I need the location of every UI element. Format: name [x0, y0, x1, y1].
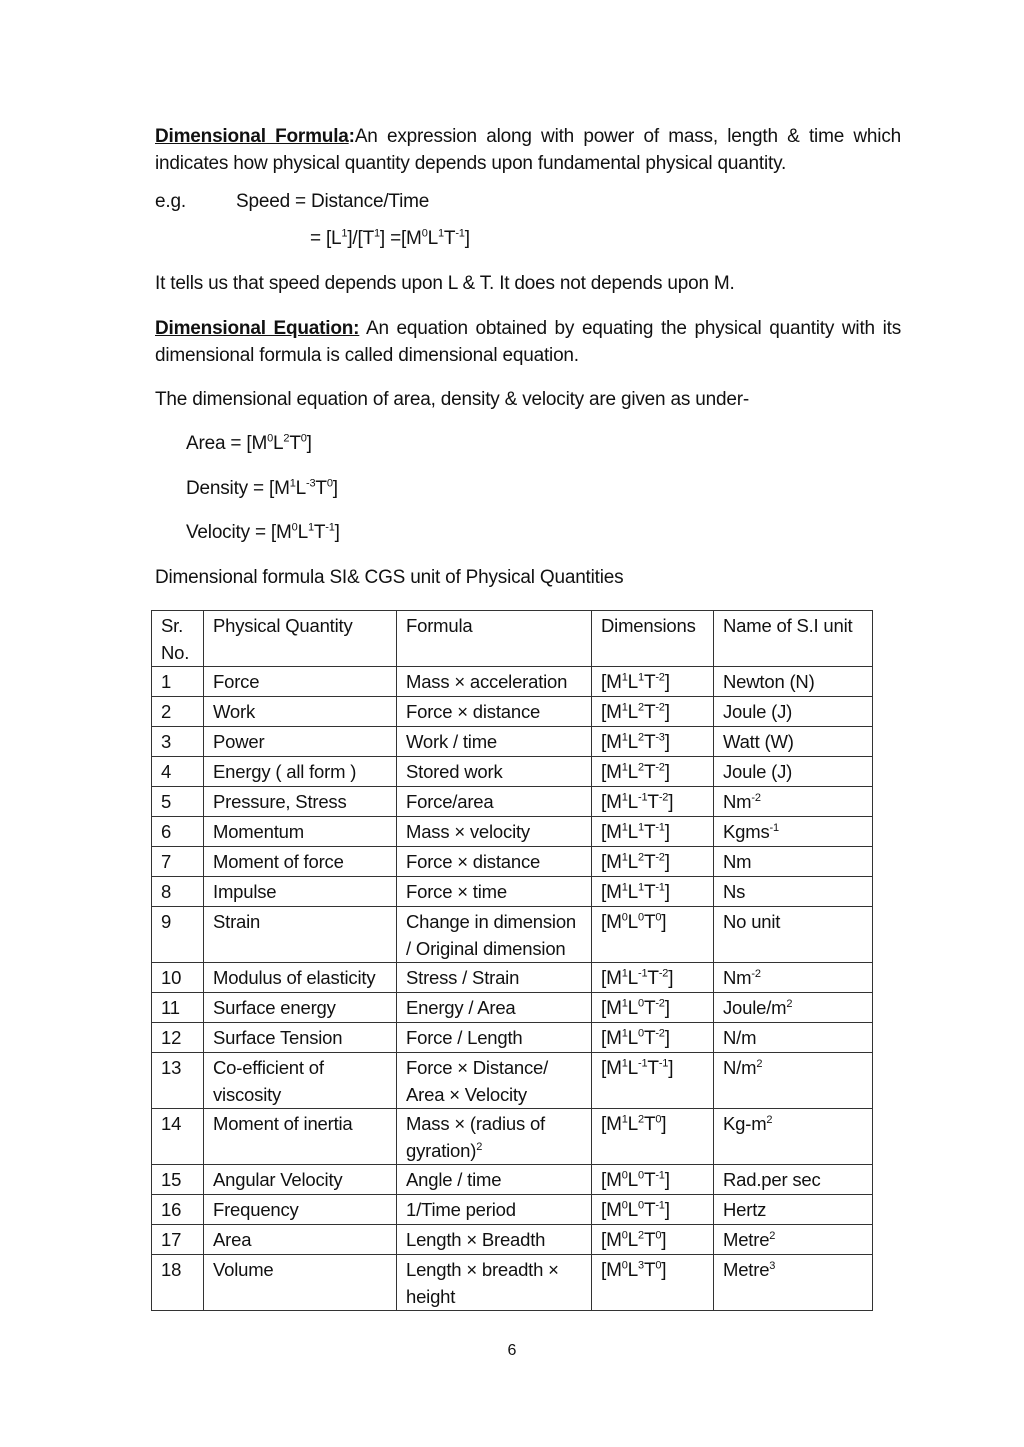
table-header-row [152, 611, 873, 667]
cell-physical-quantity: Frequency [204, 1195, 397, 1225]
cell-physical-quantity: Momentum [204, 817, 397, 847]
table-row [152, 757, 873, 787]
cell-dimensions: $[M^1L^{-1}T^{-1}]$ [592, 1053, 714, 1109]
cell-physical-quantity: Moment of force [204, 847, 397, 877]
cell-formula: Stress / Strain [397, 963, 592, 993]
physical-quantities-table [151, 610, 873, 1311]
cell-si-unit: $Kg-m^2$ [714, 1109, 873, 1165]
cell-formula: Force × distance [397, 697, 592, 727]
table-row [152, 907, 873, 963]
table-row [152, 1255, 873, 1311]
cell-formula: Length × Breadth [397, 1225, 592, 1255]
cell-si-unit: Joule (J) [714, 697, 873, 727]
cell-si-unit: $N/m^2$ [714, 1053, 873, 1109]
cell-formula: Length × breadth × height [397, 1255, 592, 1311]
table-row [152, 847, 873, 877]
cell-sr-no: 3 [152, 727, 204, 757]
cell-formula: Mass × (radius of gyration)$^2$ [397, 1109, 592, 1165]
dimensional-equation-definition: An equation obtained by equating the physical quantity with its dimensional formula is called dimensional equation. [155, 318, 902, 366]
example-line-2: = $[L^1]/[T^1] =[M^0L^1T^{-1}]$ [310, 227, 470, 249]
table-row [152, 1165, 873, 1195]
cell-formula: Force / Length [397, 1023, 592, 1053]
table-body [152, 611, 873, 1311]
cell-formula: Stored work [397, 757, 592, 787]
table-row [152, 1195, 873, 1225]
cell-physical-quantity: Co-efficient of viscosity [204, 1053, 397, 1109]
cell-sr-no: 2 [152, 697, 204, 727]
header-physical-quantity: Physical Quantity [204, 611, 397, 667]
cell-si-unit: Joule/$m^2$ [714, 993, 873, 1023]
cell-si-unit: $Nm^{-2}$ [714, 963, 873, 993]
cell-dimensions: $[M^1L^2T^0]$ [592, 1109, 714, 1165]
dimensional-formula-paragraph [155, 123, 901, 177]
cell-physical-quantity: Energy ( all form ) [204, 757, 397, 787]
cell-formula: Force × time [397, 877, 592, 907]
header-sr-no: Sr. No. [152, 611, 204, 667]
cell-dimensions: $[M^1L^{-1}T^{-2}]$ [592, 963, 714, 993]
cell-dimensions: $[M^1L^1T^{-1}]$ [592, 877, 714, 907]
cell-physical-quantity: Modulus of elasticity [204, 963, 397, 993]
cell-physical-quantity: Pressure, Stress [204, 787, 397, 817]
area-equation: Area = $[M^0L^2T^0]$ [186, 432, 312, 454]
speed-note: It tells us that speed depends upon L & T. It does not depends upon M. [155, 273, 735, 294]
example-line-1: Speed = Distance/Time [236, 191, 430, 212]
cell-physical-quantity: Power [204, 727, 397, 757]
cell-si-unit: Metre$^3$ [714, 1255, 873, 1311]
cell-dimensions: $[M^1L^2T^{-2}]$ [592, 757, 714, 787]
cell-dimensions: $[M^1L^2T^{-2}]$ [592, 697, 714, 727]
table-row [152, 1023, 873, 1053]
cell-si-unit: Newton (N) [714, 667, 873, 697]
cell-sr-no: 18 [152, 1255, 204, 1311]
cell-dimensions: $[M^0L^0T^{-1}]$ [592, 1165, 714, 1195]
cell-sr-no: 9 [152, 907, 204, 963]
cell-dimensions: $[M^0L^2T^0]$ [592, 1225, 714, 1255]
cell-physical-quantity: Volume [204, 1255, 397, 1311]
table-row [152, 1225, 873, 1255]
cell-sr-no: 14 [152, 1109, 204, 1165]
cell-dimensions: $[M^1L^{-1}T^{-2}]$ [592, 787, 714, 817]
cell-si-unit: Ns [714, 877, 873, 907]
dimensional-equation-paragraph [155, 315, 901, 369]
cell-sr-no: 6 [152, 817, 204, 847]
cell-dimensions: $[M^1L^1T^{-1}]$ [592, 817, 714, 847]
cell-si-unit: $Nm^{-2}$ [714, 787, 873, 817]
table-caption: Dimensional formula SI& CGS unit of Physical Quantities [155, 567, 624, 588]
cell-physical-quantity: Angular Velocity [204, 1165, 397, 1195]
cell-si-unit: Hertz [714, 1195, 873, 1225]
table-row [152, 963, 873, 993]
equations-intro: The dimensional equation of area, density & velocity are given as under- [155, 389, 749, 410]
cell-sr-no: 7 [152, 847, 204, 877]
cell-dimensions: $[M^0L^0T^{-1}]$ [592, 1195, 714, 1225]
cell-physical-quantity: Strain [204, 907, 397, 963]
cell-si-unit: Rad.per sec [714, 1165, 873, 1195]
cell-dimensions: $[M^1L^2T^{-3}]$ [592, 727, 714, 757]
cell-physical-quantity: Area [204, 1225, 397, 1255]
cell-sr-no: 17 [152, 1225, 204, 1255]
cell-sr-no: 4 [152, 757, 204, 787]
cell-si-unit: Kgms$^{-1}$ [714, 817, 873, 847]
cell-sr-no: 15 [152, 1165, 204, 1195]
cell-si-unit: N/m [714, 1023, 873, 1053]
cell-formula: Mass × velocity [397, 817, 592, 847]
table-row [152, 993, 873, 1023]
cell-dimensions: $[M^1L^2T^{-2}]$ [592, 847, 714, 877]
dimensional-formula-heading: Dimensional Formula [155, 126, 349, 147]
cell-formula: Work / time [397, 727, 592, 757]
cell-si-unit: Watt (W) [714, 727, 873, 757]
cell-sr-no: 12 [152, 1023, 204, 1053]
cell-sr-no: 5 [152, 787, 204, 817]
dimensional-equation-heading: Dimensional Equation: [155, 318, 360, 339]
cell-formula: Force × distance [397, 847, 592, 877]
table-row [152, 787, 873, 817]
cell-dimensions: $[M^0L^3T^0]$ [592, 1255, 714, 1311]
cell-formula: Change in dimension / Original dimension [397, 907, 592, 963]
example-label: e.g. [155, 191, 186, 212]
cell-sr-no: 11 [152, 993, 204, 1023]
density-equation: Density = $[M^1L^{-3}T^0]$ [186, 477, 338, 499]
cell-physical-quantity: Work [204, 697, 397, 727]
cell-formula: Force × Distance/ Area × Velocity [397, 1053, 592, 1109]
cell-formula: Energy / Area [397, 993, 592, 1023]
cell-dimensions: $[M^1L^1T^{-2}]$ [592, 667, 714, 697]
heading-colon: : [348, 126, 355, 147]
cell-formula: Force/area [397, 787, 592, 817]
cell-dimensions: $[M^0L^0T^0]$ [592, 907, 714, 963]
table-row [152, 697, 873, 727]
cell-si-unit: Joule (J) [714, 757, 873, 787]
velocity-equation: Velocity = $[M^0L^1T^{-1}]$ [186, 521, 340, 543]
header-formula: Formula [397, 611, 592, 667]
cell-physical-quantity: Surface Tension [204, 1023, 397, 1053]
table-row [152, 817, 873, 847]
cell-physical-quantity: Moment of inertia [204, 1109, 397, 1165]
table-row [152, 1109, 873, 1165]
cell-dimensions: $[M^1L^0T^{-2}]$ [592, 1023, 714, 1053]
cell-sr-no: 16 [152, 1195, 204, 1225]
cell-formula: Mass × acceleration [397, 667, 592, 697]
cell-sr-no: 1 [152, 667, 204, 697]
cell-formula: 1/Time period [397, 1195, 592, 1225]
page-number: 6 [507, 1342, 517, 1359]
header-si-unit: Name of S.I unit [714, 611, 873, 667]
cell-sr-no: 13 [152, 1053, 204, 1109]
cell-physical-quantity: Impulse [204, 877, 397, 907]
cell-formula: Angle / time [397, 1165, 592, 1195]
cell-sr-no: 8 [152, 877, 204, 907]
table-row [152, 727, 873, 757]
cell-sr-no: 10 [152, 963, 204, 993]
cell-si-unit: No unit [714, 907, 873, 963]
table-row [152, 877, 873, 907]
cell-physical-quantity: Surface energy [204, 993, 397, 1023]
cell-si-unit: Nm [714, 847, 873, 877]
cell-dimensions: $[M^1L^0T^{-2}]$ [592, 993, 714, 1023]
cell-si-unit: Metre$^2$ [714, 1225, 873, 1255]
header-dimensions: Dimensions [592, 611, 714, 667]
dimensional-formula-definition: An expression along with power of mass, length & time which indicates how physical quantity depends upon fundamental physical quantity. [155, 126, 901, 174]
table-row [152, 1053, 873, 1109]
cell-physical-quantity: Force [204, 667, 397, 697]
table-row [152, 667, 873, 697]
